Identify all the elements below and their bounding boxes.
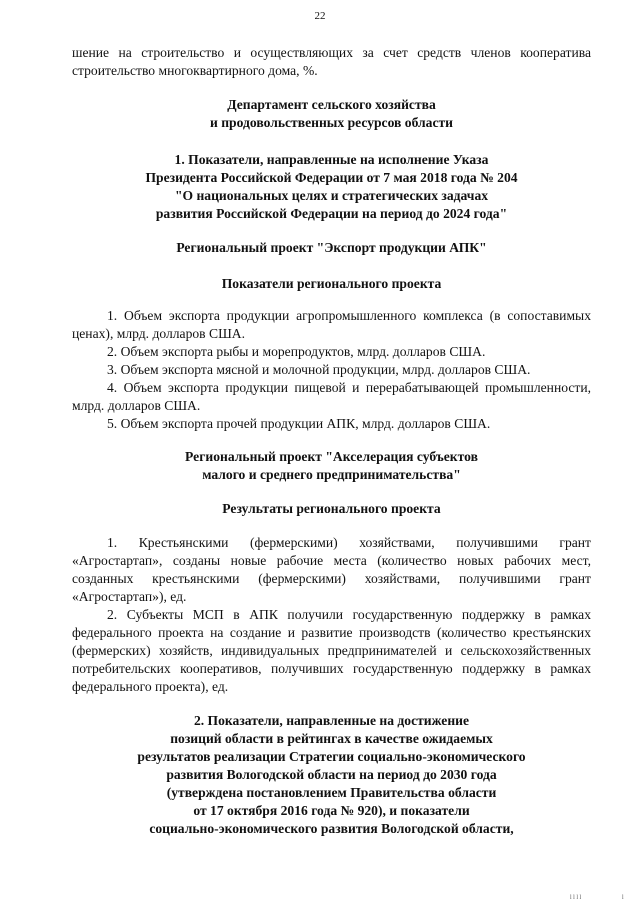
page-number: 22: [314, 10, 326, 22]
list-item: 4. Объем экспорта продукции пищевой и перерабатывающей промышленности, млрд. долларов США.: [72, 380, 591, 413]
list-item: 2. Субъекты МСП в АПК получили государственную поддержку в рамках федерального проекта на создание и развитие производств (количество крестьянских (фермерских) хозяйств, индивидуальных предпринимателей и сельскохозяйственных потребительских кооперативов, получивших государственную поддержку в рамках федерального проекта), ед.: [72, 607, 591, 694]
project2-results-heading: Результаты регионального проекта: [222, 501, 441, 516]
project2-list: [72, 534, 591, 696]
intro-paragraph: шение на строительство и осуществляющих за счет средств членов кооператива строительство многоквартирного дома, %.: [72, 45, 591, 78]
scan-mark: l: [622, 895, 624, 901]
list-item: 3. Объем экспорта мясной и молочной продукции, млрд. долларов США.: [107, 362, 531, 377]
section2-title-line: социально-экономического развития Вологодской области,: [149, 821, 514, 836]
section1-title-line: развития Российской Федерации на период до 2024 года": [155, 206, 508, 221]
section2-title-line: результатов реализации Стратегии социально-экономического: [137, 749, 526, 764]
section1-title-line: 1. Показатели, направленные на исполнение Указа: [174, 152, 489, 167]
department-title-line: Департамент сельского хозяйства: [227, 97, 436, 112]
project2-title-line: Региональный проект "Акселерация субъектов: [185, 449, 478, 464]
project2-heading: [72, 448, 591, 484]
section1-title-line: Президента Российской Федерации от 7 мая 2018 года № 204: [145, 170, 518, 185]
section2-title-line: 2. Показатели, направленные на достижение: [193, 713, 470, 728]
section2-title-line: (утверждена постановлением Правительства области: [166, 785, 497, 800]
project1-title: Региональный проект "Экспорт продукции АПК": [176, 240, 487, 255]
section2-heading: [72, 712, 591, 838]
department-heading: [72, 96, 591, 132]
list-item: 2. Объем экспорта рыбы и морепродуктов, млрд. долларов США.: [107, 344, 486, 359]
project2-title-line: малого и среднего предпринимательства": [202, 467, 461, 482]
list-item: 5. Объем экспорта прочей продукции АПК, млрд. долларов США.: [107, 416, 491, 431]
section2-title-line: развития Вологодской области на период до 2030 года: [166, 767, 497, 782]
department-title-line: и продовольственных ресурсов области: [209, 115, 454, 130]
project1-indicators-heading: Показатели регионального проекта: [221, 276, 442, 291]
section2-title-line: от 17 октября 2016 года № 920), и показатели: [193, 803, 470, 818]
project1-list: [72, 307, 591, 433]
list-item: 1. Объем экспорта продукции агропромышленного комплекса (в сопоставимых ценах), млрд. долларов США.: [72, 308, 591, 341]
section1-title-line: "О национальных целях и стратегических задачах: [174, 188, 489, 203]
list-item: 1. Крестьянскими (фермерскими) хозяйствами, получившими грант «Агростартап», созданы новые рабочие места (количество новых рабочих мест, созданных крестьянскими (фермерскими) хозяйствами, получившими грант «Агростартап»), ед.: [72, 535, 591, 604]
section2-title-line: позиций области в рейтингах в качестве ожидаемых: [170, 731, 493, 746]
scan-mark: l l l l: [570, 895, 582, 901]
section1-heading: [72, 151, 591, 223]
